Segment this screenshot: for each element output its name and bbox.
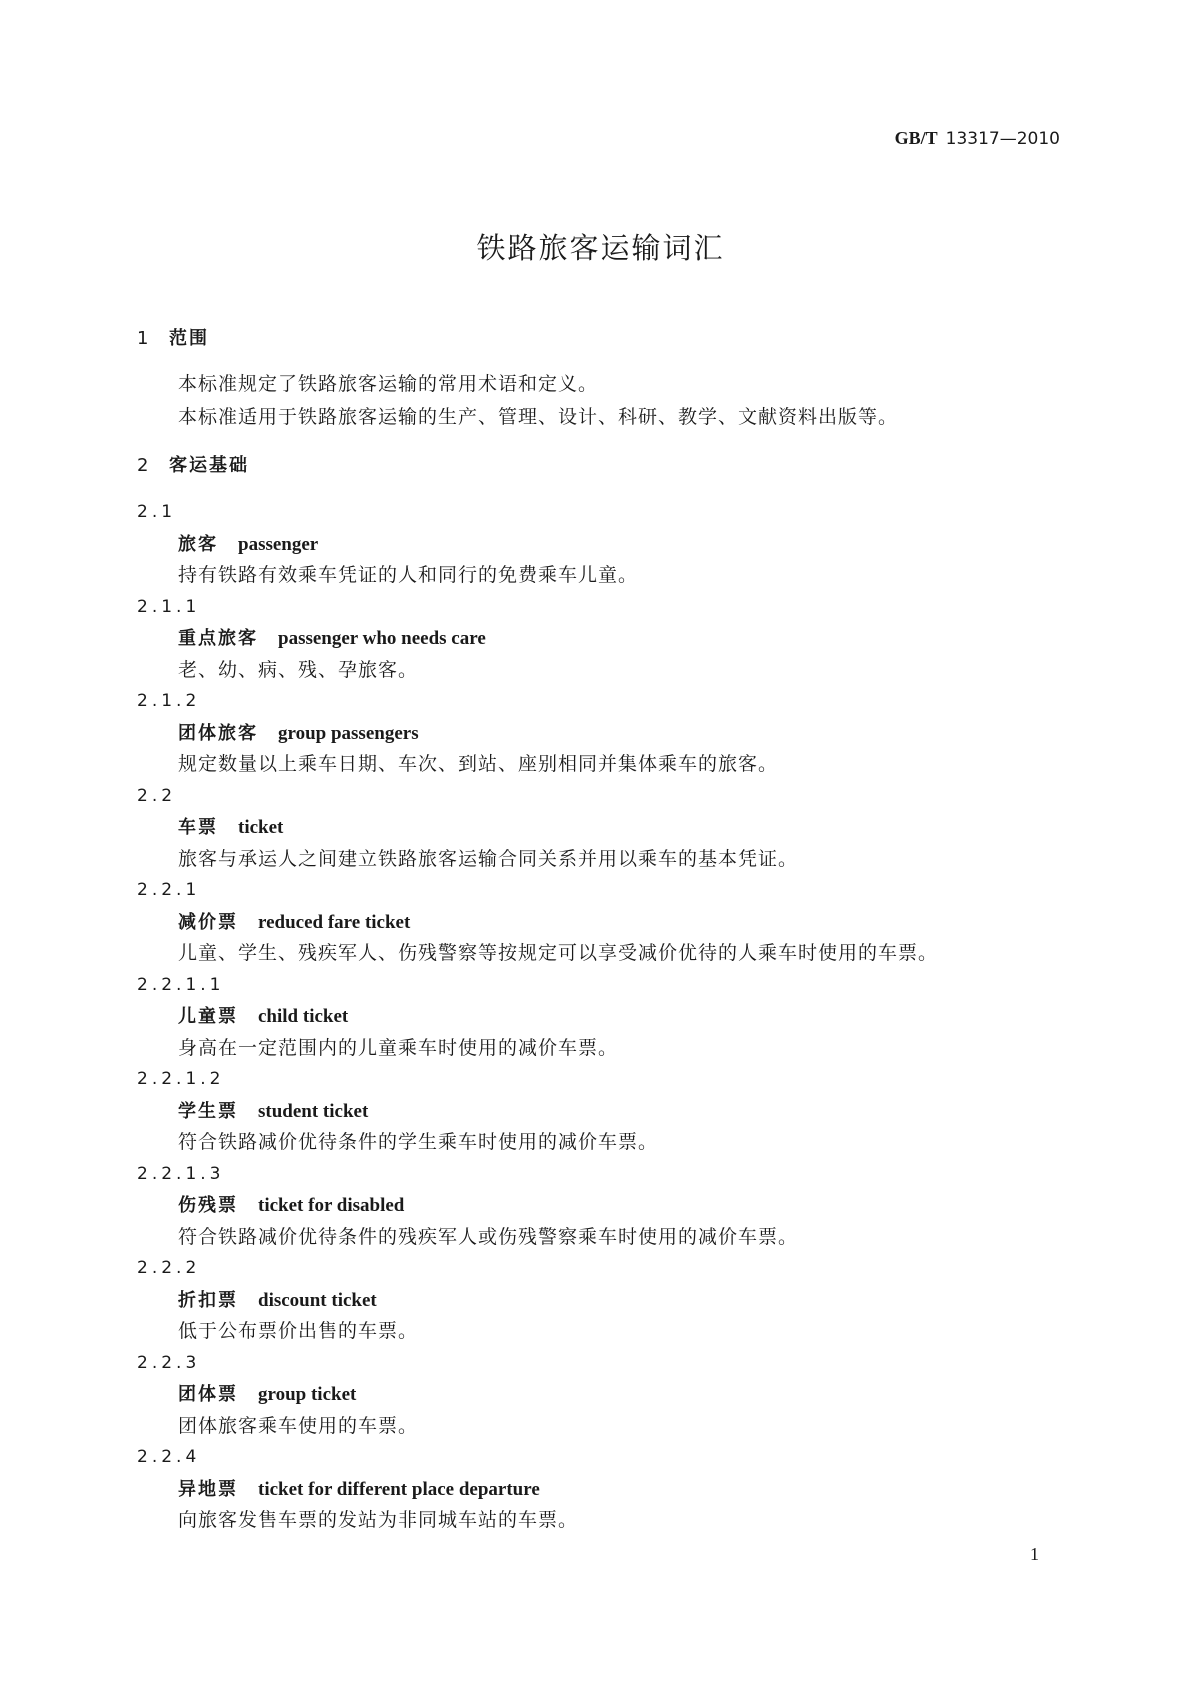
entry-term [0, 1285, 1191, 1317]
term-chinese: 重点旅客 [178, 628, 258, 649]
term-entry [0, 497, 1191, 592]
section-number: 2 [137, 455, 149, 476]
entry-definition: 身高在一定范围内的儿童乘车时使用的减价车票。 [178, 1036, 619, 1059]
entry-definition: 规定数量以上乘车日期、车次、到站、座别相同并集体乘车的旅客。 [178, 753, 779, 775]
standard-code [895, 122, 1060, 154]
entry-definition: 儿童、学生、残疾军人、伤残警察等按规定可以享受减价优待的人乘车时使用的车票。 [178, 942, 939, 964]
term-chinese: 伤残票 [178, 1195, 238, 1216]
term-entry [0, 592, 1191, 687]
entry-number: 2.2.3 [137, 1352, 201, 1373]
entry-term [0, 623, 1191, 655]
term-chinese: 异地票 [178, 1478, 238, 1500]
term-entry [0, 781, 1191, 876]
term-english: student ticket [258, 1100, 369, 1122]
term-english: ticket for disabled [258, 1195, 405, 1216]
term-entry [0, 1442, 1191, 1537]
entry-term [0, 1096, 1191, 1128]
term-english: group passengers [278, 722, 419, 744]
term-chinese: 车票 [178, 817, 218, 838]
entry-term [0, 1001, 1191, 1033]
entry-term [0, 1190, 1191, 1222]
scope-paragraph: 本标准规定了铁路旅客运输的常用术语和定义。 [178, 373, 599, 395]
entry-number: 2.2.1.1 [137, 974, 225, 995]
entry-number: 2.2.1.2 [137, 1069, 225, 1089]
entry-number: 2.1 [137, 502, 177, 522]
term-english: reduced fare ticket [258, 911, 411, 933]
scope-paragraph: 本标准适用于铁路旅客运输的生产、管理、设计、科研、教学、文献资料出版等。 [178, 406, 899, 428]
entry-term [0, 1474, 1191, 1506]
term-entry [0, 875, 1191, 970]
entry-number: 2.2 [137, 785, 177, 806]
term-entries [0, 497, 1191, 1537]
term-entry [0, 1064, 1191, 1159]
section-heading-scope [137, 323, 209, 355]
entry-definition: 向旅客发售车票的发站为非同城车站的车票。 [178, 1509, 579, 1531]
entry-number: 2.2.1.3 [137, 1163, 225, 1184]
term-english: discount ticket [258, 1289, 377, 1311]
term-chinese: 儿童票 [178, 1006, 238, 1027]
entry-definition: 老、幼、病、残、孕旅客。 [178, 658, 419, 681]
section-title: 范围 [169, 328, 209, 349]
page-number: 1 [1030, 1544, 1039, 1564]
term-english: child ticket [258, 1006, 349, 1027]
entry-term [0, 1379, 1191, 1411]
entry-definition: 旅客与承运人之间建立铁路旅客运输合同关系并用以乘车的基本凭证。 [178, 847, 799, 870]
entry-term [0, 529, 1191, 561]
term-english: ticket [238, 817, 284, 838]
entry-definition: 低于公布票价出售的车票。 [178, 1320, 419, 1342]
term-chinese: 折扣票 [178, 1289, 238, 1311]
term-chinese: 团体旅客 [178, 722, 258, 744]
entry-definition: 团体旅客乘车使用的车票。 [178, 1414, 419, 1437]
entry-term [0, 812, 1191, 844]
term-entry [0, 1253, 1191, 1348]
standard-code-number: 13317—2010 [945, 129, 1060, 149]
entry-definition: 符合铁路减价优待条件的残疾军人或伤残警察乘车时使用的减价车票。 [178, 1225, 799, 1248]
entry-definition: 符合铁路减价优待条件的学生乘车时使用的减价车票。 [178, 1131, 659, 1153]
term-english: group ticket [258, 1384, 357, 1405]
entry-number: 2.1.1 [137, 596, 201, 617]
term-entry [0, 1348, 1191, 1443]
term-chinese: 减价票 [178, 911, 238, 933]
entry-term [0, 718, 1191, 750]
section-number: 1 [137, 328, 149, 349]
standard-code-prefix: GB/T [894, 128, 938, 148]
term-english: passenger who needs care [278, 628, 486, 649]
section-heading-basics [137, 450, 249, 482]
term-english: passenger [238, 533, 319, 555]
term-chinese: 团体票 [178, 1384, 238, 1405]
term-entry [0, 686, 1191, 781]
term-chinese: 旅客 [178, 533, 218, 555]
entry-number: 2.2.2 [137, 1258, 201, 1278]
entry-term [0, 907, 1191, 939]
section-title: 客运基础 [169, 455, 249, 476]
term-entry [0, 1159, 1191, 1254]
document-title: 铁路旅客运输词汇 [476, 231, 725, 265]
entry-definition: 持有铁路有效乘车凭证的人和同行的免费乘车儿童。 [178, 564, 639, 586]
term-entry [0, 970, 1191, 1065]
term-chinese: 学生票 [178, 1100, 238, 1122]
entry-number: 2.2.4 [137, 1447, 201, 1467]
term-english: ticket for different place departure [258, 1478, 540, 1500]
entry-number: 2.1.2 [137, 691, 201, 711]
entry-number: 2.2.1 [137, 880, 201, 900]
